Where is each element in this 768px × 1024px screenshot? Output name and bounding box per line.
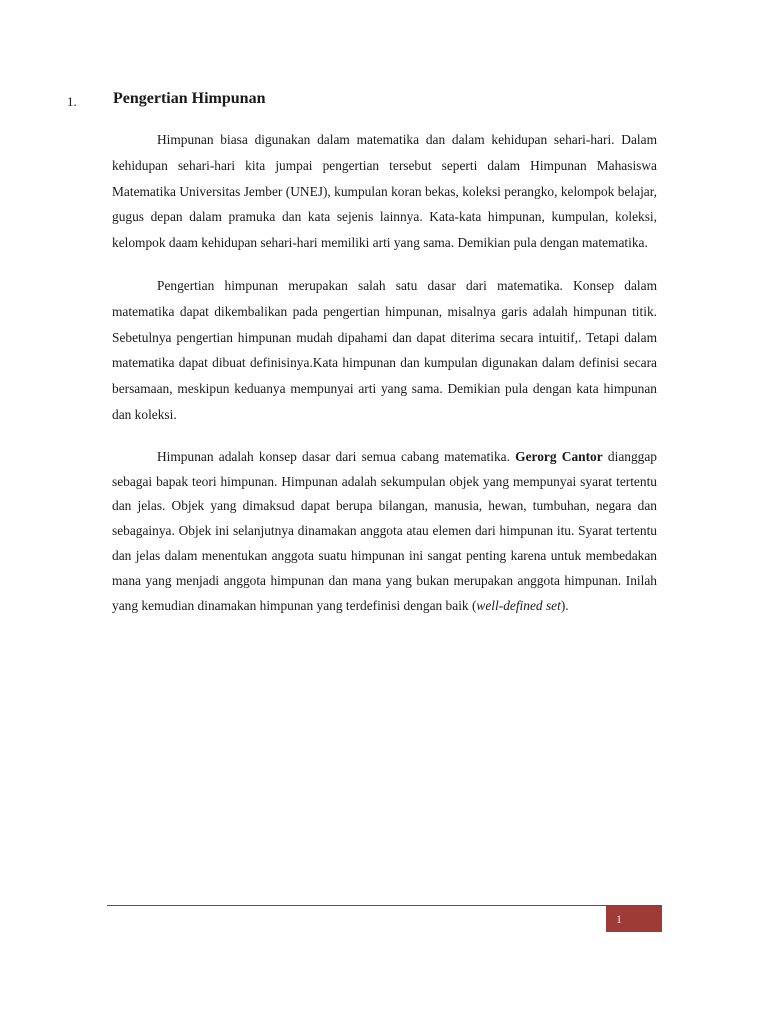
well-defined-set-term: well-defined set <box>476 597 561 613</box>
section-title: Pengertian Himpunan <box>113 90 266 107</box>
page-number-box <box>606 906 662 932</box>
paragraph-1: Himpunan biasa digunakan dalam matematika dan dalam kehidupan sehari-hari. Dalam kehidupan sehari-hari kita jumpai pengertian tersebut seperti dalam Himpunan Mahasiswa Matematika Universitas Jember (UNEJ), kumpulan koran bekas, koleksi perangko, kelompok belajar, gugus depan dalam pramuka dan kata sejenis lainnya. Kata-kata himpunan, kumpulan, koleksi, kelompok daam kehidupan sehari-hari memiliki arti yang sama. Demikian pula dengan matematika. <box>112 132 657 251</box>
paragraph-3-text-middle: dianggap sebagai bapak teori himpunan. Himpunan adalah sekumpulan objek yang mempunyai syarat tertentu dan jelas. Objek yang dimaksud dapat berupa bilangan, manusia, hewan, tumbuhan, negara dan sebagainya. Objek ini selanjutnya dinamakan anggota atau elemen dari himpunan itu. Syarat tertentu dan jelas dalam menentukan anggota suatu himpunan ini sangat penting karena untuk membedakan mana yang menjadi anggota himpunan dan mana yang bukan merupakan anggota himpunan. Inilah yang kemudian dinamakan himpunan yang terdefinisi dengan baik ( <box>112 448 657 613</box>
section-number: 1. <box>67 94 77 109</box>
section-heading <box>67 90 627 114</box>
cantor-name: Gerorg Cantor <box>515 448 603 464</box>
paragraph-3 <box>112 445 657 619</box>
paragraph-3-text-before: Himpunan adalah konsep dasar dari semua cabang matematika. <box>157 448 516 464</box>
paragraph-2: Pengertian himpunan merupakan salah satu dasar dari matematika. Konsep dalam matematika dapat dikembalikan pada pengertian himpunan, misalnya garis adalah himpunan titik. Sebetulnya pengertian himpunan mudah dipahami dan dapat diterima secara intuitif,. Tetapi dalam matematika dapat dibuat definisinya.Kata himpunan dan kumpulan digunakan dalam definisi secara bersamaan, meskipun keduanya mempunyai arti yang sama. Demikian pula dengan kata himpunan dan koleksi. <box>112 277 657 422</box>
body-text <box>112 127 657 635</box>
page-number: 1 <box>616 912 622 926</box>
footer-divider <box>107 905 662 906</box>
paragraph-3-text-after: ). <box>560 597 569 613</box>
